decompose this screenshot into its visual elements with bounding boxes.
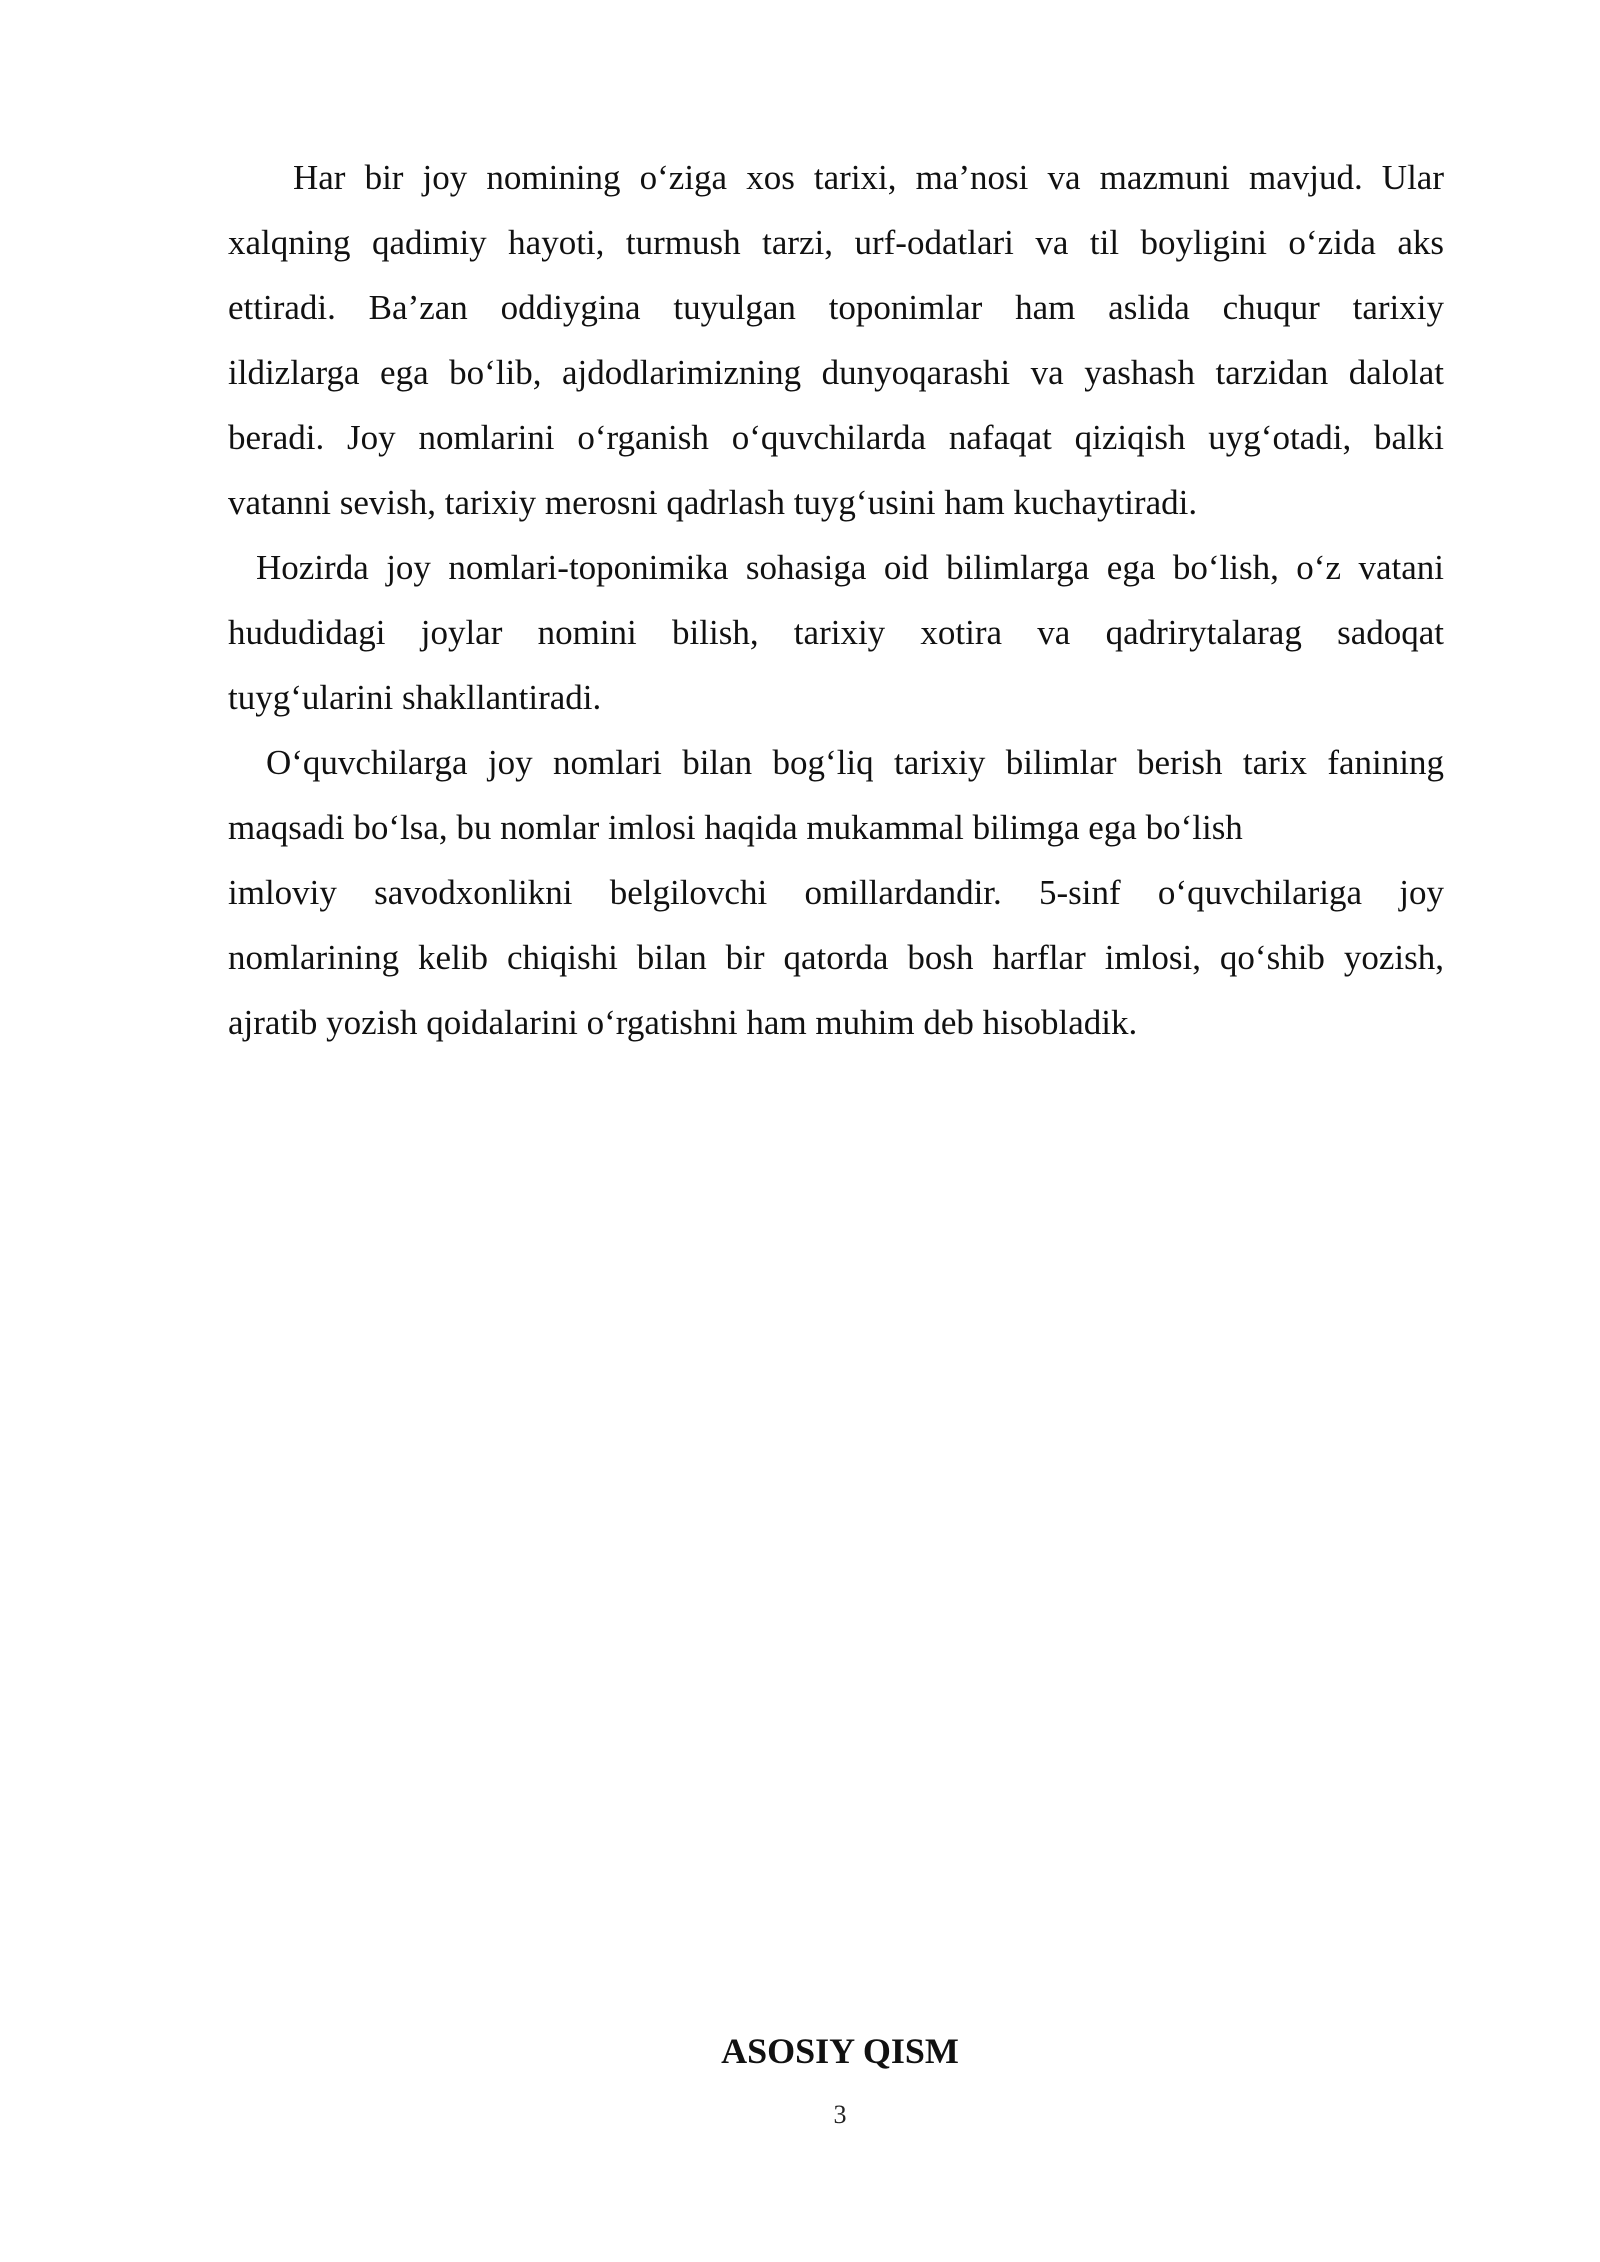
text-line: ajratib yozish qoidalarini o‘rgatishni ham muhim deb hisobladik. [228, 1003, 1138, 1042]
text-line: maqsadi bo‘lsa, bu nomlar imlosi haqida mukammal bilimga ega bo‘lish [228, 808, 1243, 847]
text-line: Hozirda joy nomlari-toponimika sohasiga oid bilimlarga ega bo‘lish, o‘z vatani [256, 548, 1444, 587]
text-line: ildizlarga ega bo‘lib, ajdodlarimizning dunyoqarashi va yashash tarzidan dalolat [228, 353, 1444, 392]
text-line: nomlarining kelib chiqishi bilan bir qatorda bosh harflar imlosi, qo‘shib yozish, [228, 938, 1444, 977]
text-line: tuyg‘ularini shakllantiradi. [228, 678, 602, 717]
text-line: ettiradi. Ba’zan oddiygina tuyulgan toponimlar ham aslida chuqur tarixiy [228, 288, 1444, 327]
text-line: hududidagi joylar nomini bilish, tarixiy xotira va qadrirytalarag sadoqat [228, 613, 1444, 652]
text-line: Har bir joy nomining o‘ziga xos tarixi, ma’nosi va mazmuni mavjud. Ular [293, 158, 1444, 197]
page-number: 3 [833, 2100, 847, 2129]
body-text [228, 145, 1444, 1055]
text-line: beradi. Joy nomlarini o‘rganish o‘quvchilarda nafaqat qiziqish uyg‘otadi, balki [228, 418, 1444, 457]
paragraph-3 [228, 730, 1444, 1055]
paragraph-1 [228, 145, 1444, 535]
text-line: imloviy savodxonlikni belgilovchi omillardandir. 5-sinf o‘quvchilariga joy [228, 873, 1444, 912]
paragraph-2 [228, 535, 1444, 730]
text-line: O‘quvchilarga joy nomlari bilan bog‘liq tarixiy bilimlar berish tarix fanining [266, 743, 1444, 782]
text-line: xalqning qadimiy hayoti, turmush tarzi, urf-odatlari va til boyligini o‘zida aks [228, 223, 1444, 262]
section-heading: ASOSIY QISM [721, 2031, 959, 2071]
text-line: vatanni sevish, tarixiy merosni qadrlash tuyg‘usini ham kuchaytiradi. [228, 483, 1198, 522]
